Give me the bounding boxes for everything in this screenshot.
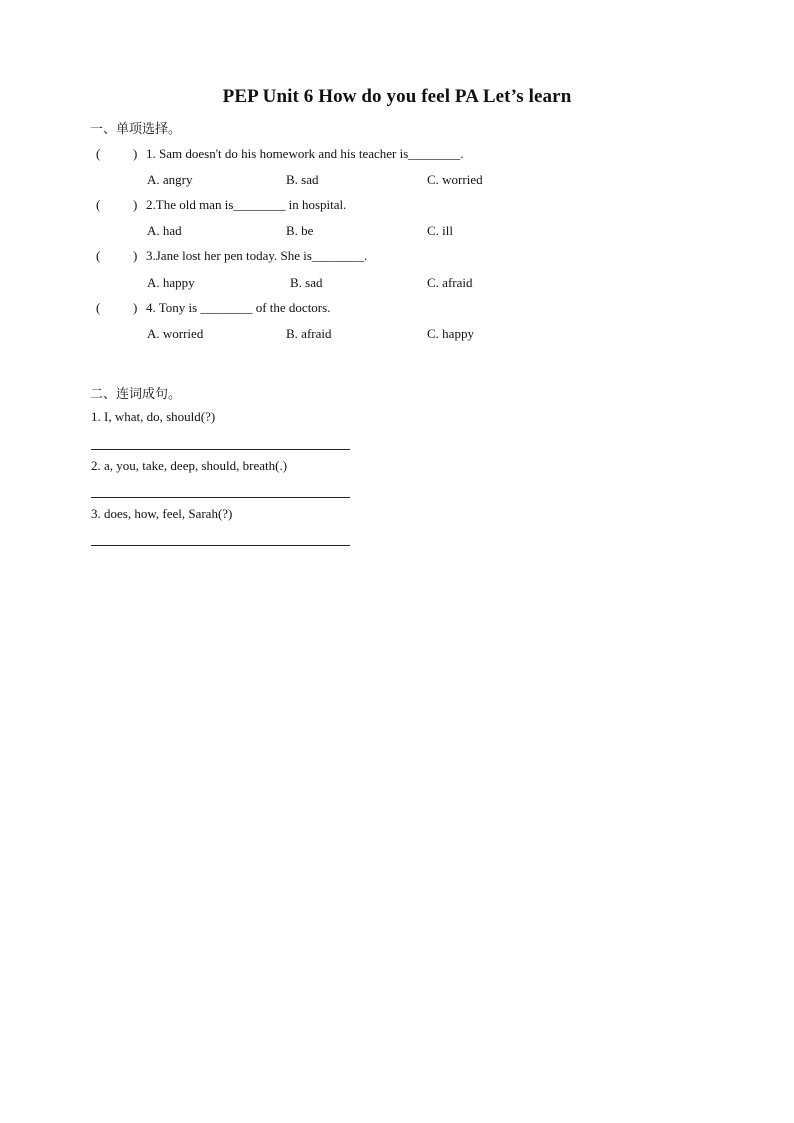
option-c: C. happy — [427, 326, 474, 341]
ordering-prompt: 1. I, what, do, should(?) — [91, 409, 216, 424]
answer-paren-close: ) — [133, 300, 138, 315]
question-text: 1. Sam doesn't do his homework and his teacher is________. — [146, 146, 464, 161]
question-text: 3.Jane lost her pen today. She is________. — [146, 248, 368, 263]
question-text: 2.The old man is________ in hospital. — [146, 197, 347, 212]
answer-line[interactable] — [91, 497, 350, 498]
section-heading-sentence-ordering: 二、连词成句。 — [90, 387, 182, 402]
ordering-prompt: 3. does, how, feel, Sarah(?) — [91, 506, 233, 521]
answer-paren-open: ( — [96, 248, 101, 263]
option-a: A. angry — [147, 172, 193, 187]
answer-paren-close: ) — [133, 146, 138, 161]
ordering-prompt: 2. a, you, take, deep, should, breath(.) — [91, 458, 288, 473]
answer-paren-open: ( — [96, 146, 101, 161]
option-a: A. happy — [147, 275, 195, 290]
answer-paren-close: ) — [133, 197, 138, 212]
option-c: C. ill — [427, 223, 454, 238]
option-b: B. sad — [290, 275, 323, 290]
option-b: B. be — [286, 223, 314, 238]
answer-paren-close: ) — [133, 248, 138, 263]
section-heading-multiple-choice: 一、单项选择。 — [90, 122, 182, 137]
option-b: B. afraid — [286, 326, 332, 341]
answer-paren-open: ( — [96, 197, 101, 212]
answer-line[interactable] — [91, 449, 350, 450]
question-text: 4. Tony is ________ of the doctors. — [146, 300, 331, 315]
answer-line[interactable] — [91, 545, 350, 546]
option-c: C. afraid — [427, 275, 473, 290]
option-c: C. worried — [427, 172, 483, 187]
answer-paren-open: ( — [96, 300, 101, 315]
worksheet-title: PEP Unit 6 How do you feel PA Let’s learn — [222, 86, 572, 107]
option-b: B. sad — [286, 172, 319, 187]
option-a: A. worried — [147, 326, 204, 341]
option-a: A. had — [147, 223, 182, 238]
